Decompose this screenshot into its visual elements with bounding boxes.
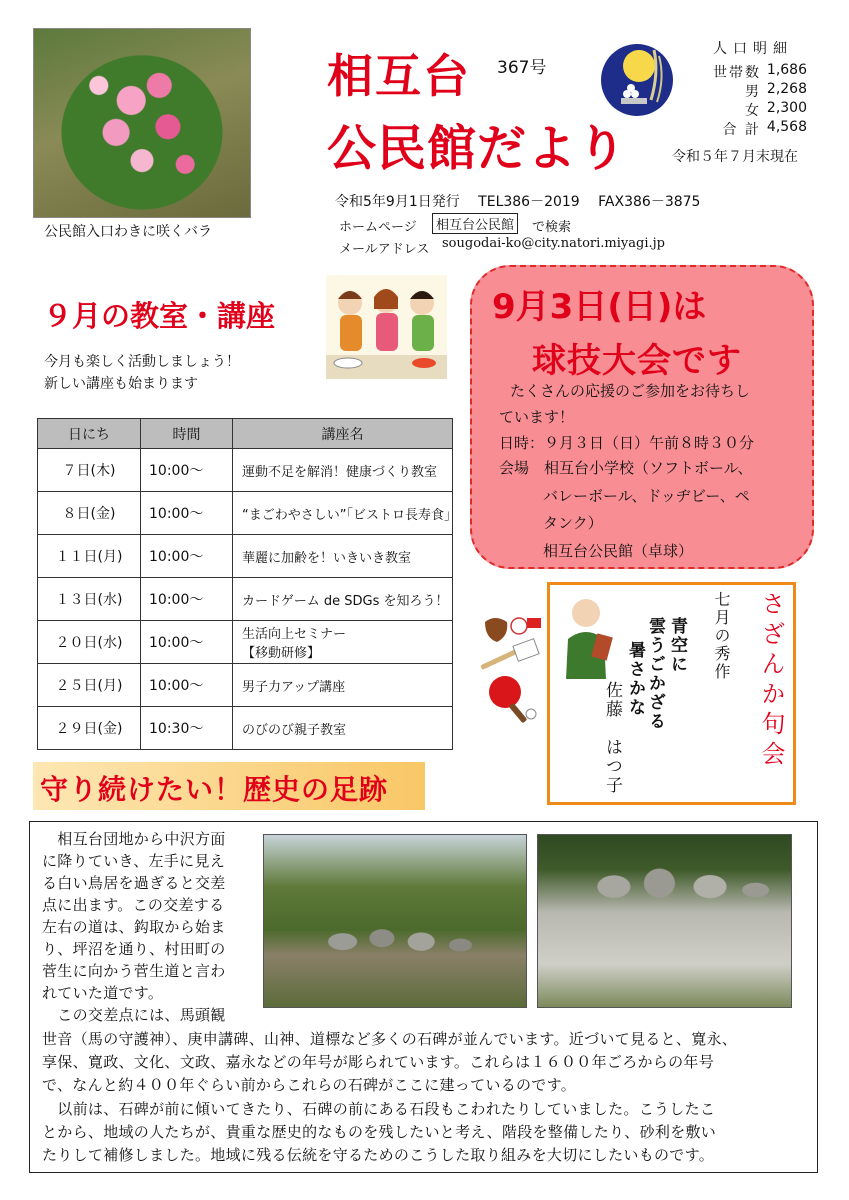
population-label: 女 bbox=[745, 103, 761, 119]
event-venue: 相互台公民館（卓球） bbox=[543, 542, 694, 560]
table-row bbox=[38, 449, 453, 492]
event-title: 球技大会です bbox=[532, 341, 742, 381]
history-line: とから、地域の人たちが、貴重な歴史的なものを残したいと考え、階段を整備したり、砂利を敷い bbox=[42, 1123, 717, 1141]
event-venue: バレーボール、ドッヂビー、ペ bbox=[543, 487, 750, 505]
class-date: ７日(木) bbox=[38, 449, 141, 492]
homepage-search-keyword[interactable]: 相互台公民館 bbox=[432, 213, 518, 234]
stone-monuments-closeup-photo bbox=[537, 834, 792, 1008]
sports-equipment-illustration bbox=[479, 612, 545, 732]
history-line: 左右の道は、鈎取から始ま bbox=[42, 918, 226, 936]
class-date: １１日(月) bbox=[38, 535, 141, 578]
haiku-line: 雲うごかざる bbox=[645, 617, 665, 731]
mail-label: メールアドレス bbox=[339, 242, 430, 257]
event-title-date: 9月3日(日)は bbox=[492, 287, 707, 327]
class-name: “まごわやさしい”「ビストロ長寿食」 bbox=[233, 492, 453, 535]
history-line: り、坪沼を通り、村田町の bbox=[42, 940, 226, 958]
class-date: ２５日(月) bbox=[38, 664, 141, 707]
history-line: この交差点には、馬頭観 bbox=[42, 1006, 226, 1024]
population-label: 世帯数 bbox=[713, 65, 761, 81]
population-value: 4,568 bbox=[766, 119, 807, 135]
haiku-heading: さざんか句会 bbox=[757, 591, 785, 771]
classes-subtitle: 新しい講座も始まります bbox=[44, 376, 198, 392]
table-row bbox=[38, 664, 453, 707]
table-row bbox=[38, 578, 453, 621]
class-date: ８日(金) bbox=[38, 492, 141, 535]
history-line: れていた道です。 bbox=[42, 984, 164, 1002]
population-label: 男 bbox=[745, 84, 761, 100]
publish-info: 令和5年9月1日発行 TEL386－2019 FAX386－3875 bbox=[335, 194, 701, 210]
event-text: たくさんの応援のご参加をお待ちし bbox=[510, 382, 751, 400]
table-row bbox=[38, 492, 453, 535]
homepage-label: ホームページ bbox=[339, 220, 417, 235]
table-row bbox=[38, 707, 453, 750]
class-date: ２９日(金) bbox=[38, 707, 141, 750]
population-value: 2,300 bbox=[766, 100, 807, 116]
class-schedule-table bbox=[37, 418, 457, 750]
population-heading: 人口明細 bbox=[713, 41, 793, 57]
column-header-date: 日にち bbox=[38, 419, 141, 449]
class-name: 運動不足を解消！健康づくり教室 bbox=[233, 449, 453, 492]
table-header-row bbox=[38, 419, 453, 449]
history-line: に降りていき、左手に見え bbox=[42, 852, 226, 870]
haiku-box bbox=[547, 582, 796, 805]
event-text: ています！ bbox=[499, 408, 575, 426]
population-value: 2,268 bbox=[766, 81, 807, 97]
haiku-label: 七月の秀作 bbox=[712, 591, 731, 681]
class-name: 男子力アップ講座 bbox=[233, 664, 453, 707]
haiku-author: 佐藤 はつ子 bbox=[602, 681, 622, 795]
poet-illustration bbox=[558, 595, 614, 679]
class-time: 10:00～ bbox=[141, 664, 233, 707]
class-time: 10:00～ bbox=[141, 492, 233, 535]
event-venue: 会場 相互台小学校（ソフトボール、 bbox=[499, 459, 753, 477]
class-time: 10:00～ bbox=[141, 449, 233, 492]
class-name: カードゲーム de SDGs を知ろう！ bbox=[233, 578, 453, 621]
class-name: のびのび親子教室 bbox=[233, 707, 453, 750]
title-line1: 相互台 bbox=[327, 49, 471, 103]
title-line2: 公民館だより bbox=[327, 120, 628, 177]
stone-monuments-photo bbox=[263, 834, 527, 1008]
population-value: 1,686 bbox=[766, 62, 807, 78]
class-time: 10:00～ bbox=[141, 578, 233, 621]
history-line: で、なんと約４００年ぐらい前からこれらの石碑がここに建っているのです。 bbox=[42, 1076, 577, 1094]
population-date: 令和５年７月末現在 bbox=[672, 149, 798, 165]
cooking-illustration bbox=[326, 275, 447, 379]
history-line: る白い鳥居を過ぎると交差 bbox=[42, 874, 226, 892]
history-line: たりして補修しました。地域に残る伝統を守るためのこうした取り組みを大切にしたいものです。 bbox=[42, 1146, 715, 1164]
history-line: 相互台団地から中沢方面 bbox=[42, 830, 226, 848]
history-line: 菅生に向かう菅生道と言わ bbox=[42, 962, 226, 980]
class-name-sub: 【移動研修】 bbox=[242, 646, 321, 661]
population-label: 合 計 bbox=[722, 122, 761, 138]
history-line: 享保、寛政、文化、文政、嘉永などの年号が彫られています。これらは１６００年ごろからの年号 bbox=[42, 1053, 715, 1071]
issue-number: 367号 bbox=[497, 58, 547, 78]
class-name: 華麗に加齢を！いきいき教室 bbox=[233, 535, 453, 578]
photo-caption: 公民館入口わきに咲くバラ bbox=[44, 224, 212, 240]
rose-photo bbox=[33, 28, 251, 218]
moon-viewing-icon bbox=[599, 38, 675, 122]
event-datetime: 日時：９月３日（日）午前８時３０分 bbox=[499, 434, 755, 452]
table-row bbox=[38, 535, 453, 578]
history-line: 世音（馬の守護神）、庚申講碑、山神、道標など多くの石碑が並んでいます。近づいて見ると、寛永、 bbox=[42, 1030, 738, 1048]
history-line: 以前は、石碑が前に傾いてきたり、石碑の前にある石段もこわれたりしていました。こうしたこ bbox=[42, 1100, 716, 1118]
mail-address[interactable]: sougodai-ko@city.natori.miyagi.jp bbox=[442, 236, 665, 251]
haiku-line: 青空に bbox=[667, 617, 687, 674]
class-time: 10:30～ bbox=[141, 707, 233, 750]
column-header-course: 講座名 bbox=[233, 419, 453, 449]
homepage-suffix: で検索 bbox=[532, 220, 572, 235]
history-title: 守り続けたい！歴史の足跡 bbox=[40, 773, 389, 806]
column-header-time: 時間 bbox=[141, 419, 233, 449]
class-time: 10:00～ bbox=[141, 621, 233, 664]
history-line: 点に出ます。この交差する bbox=[42, 896, 225, 914]
class-name-cell bbox=[233, 621, 453, 664]
classes-subtitle: 今月も楽しく活動しましょう！ bbox=[44, 354, 240, 370]
class-date: ２０日(水) bbox=[38, 621, 141, 664]
table-row bbox=[38, 621, 453, 664]
event-venue: タンク） bbox=[543, 514, 603, 532]
class-date: １３日(水) bbox=[38, 578, 141, 621]
haiku-line: 暑さかな bbox=[625, 641, 645, 717]
class-name: 生活向上セミナー bbox=[242, 627, 347, 642]
class-time: 10:00～ bbox=[141, 535, 233, 578]
classes-title: ９月の教室・講座 bbox=[43, 299, 276, 333]
